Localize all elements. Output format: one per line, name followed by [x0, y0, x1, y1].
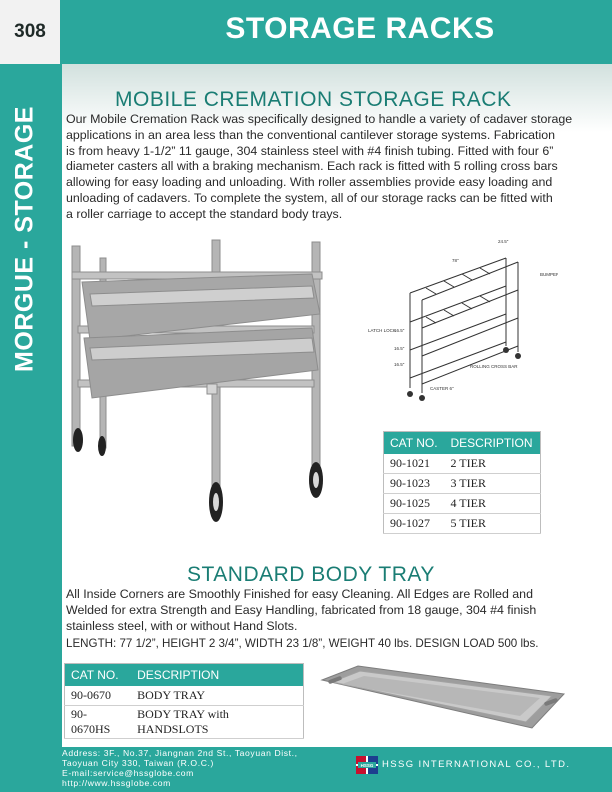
rack-line: diameter casters all with a braking mechanism. Each rack is fitted with 5 rolling cross bars [66, 159, 558, 174]
diagram-caster: CASTER 6" [430, 386, 454, 391]
tray-line: Welded for extra Strength and Easy Handling, fabricated from 18 gauge, 304 #4 finish [66, 602, 537, 617]
table-cell: 4 TIER [445, 494, 541, 514]
rack-line: applications in an area less than the conventional cantilever storage systems. Fabrication [66, 127, 556, 142]
table-row [65, 706, 304, 739]
address-line: Taoyuan City 330, Taiwan (R.O.C.) [62, 758, 214, 768]
diagram-dim-top: 24.5" [498, 239, 509, 244]
company-logo [356, 756, 378, 774]
rack-line: unloading of cadavers. To complete the system, all of our storage racks can be fitted with [66, 190, 553, 205]
page-number-box [0, 0, 60, 64]
diagram-bumper: BUMPER [540, 272, 558, 277]
table-header: CAT NO. [384, 432, 445, 455]
email-line: E-mail:service@hssglobe.com [62, 768, 194, 778]
table-cell: 90-0670 [65, 686, 132, 706]
sidebar-label-wrap [0, 64, 50, 414]
table-header: DESCRIPTION [445, 432, 541, 455]
diagram-latch-lock: LATCH LOCK [368, 328, 396, 333]
table-cell: BODY TRAY [131, 686, 303, 706]
diagram-dim-2: 16.5" [394, 346, 405, 351]
table-cell: 2 TIER [445, 454, 541, 474]
table-cell: 5 TIER [445, 514, 541, 534]
table-row [384, 474, 541, 494]
diagram-length: 78" [452, 258, 459, 263]
diagram-dim-1: 16.5" [394, 328, 405, 333]
website-line: http://www.hssglobe.com [62, 778, 171, 788]
tray-line: All Inside Corners are Smoothly Finished for easy Cleaning. All Edges are Rolled and [66, 587, 533, 601]
table-row [384, 454, 541, 474]
rack-line: Our Mobile Cremation Rack was specifically designed to handle a variety of cadaver storage [66, 112, 573, 126]
table-cell: 90-0670HS [65, 706, 132, 739]
tray-line: stainless steel, with or without Hand Slots. [66, 618, 298, 633]
rack-diagram-drawing [366, 228, 558, 408]
table-cell: BODY TRAY with HANDSLOTS [131, 706, 303, 739]
page-number: 308 [14, 21, 46, 42]
rack-photo [62, 232, 352, 530]
table-header: DESCRIPTION [131, 664, 303, 687]
rack-catalog-table [383, 431, 541, 534]
company-name: HSSG INTERNATIONAL CO., LTD. [382, 759, 571, 770]
table-cell: 3 TIER [445, 474, 541, 494]
table-header-row [384, 432, 541, 455]
table-row [65, 686, 304, 706]
rack-line: is from heavy 1-1/2” 11 gauge, 304 stainless steel with #4 finish tubing. Fitted with four 6” [66, 143, 554, 158]
tray-heading: STANDARD BODY TRAY [187, 563, 435, 586]
table-cell: 90-1023 [384, 474, 445, 494]
sidebar-label: MORGUE - STORAGE [10, 106, 39, 372]
rack-diagram [366, 228, 558, 408]
tray-catalog-table [64, 663, 304, 739]
page-title: STORAGE RACKS [225, 12, 495, 45]
table-cell: 90-1021 [384, 454, 445, 474]
rack-description [66, 112, 606, 223]
footer-address [62, 748, 298, 788]
tray-photo [318, 660, 568, 732]
table-header-row [65, 664, 304, 687]
rack-heading: MOBILE CREMATION STORAGE RACK [115, 88, 512, 111]
tray-description [66, 587, 606, 634]
address-line: Address: 3F., No.37, Jiangnan 2nd St., Taoyuan Dist., [62, 748, 298, 758]
table-header: CAT NO. [65, 664, 132, 687]
rack-line: allowing for easy loading and unloading. With roller assemblies provide easy loading and [66, 175, 553, 190]
diagram-rolling-bar: ROLLING CROSS BAR [470, 364, 518, 369]
tray-specs: LENGTH: 77 1/2”, HEIGHT 2 3/4”, WIDTH 23 1/8”, WEIGHT 40 lbs. DESIGN LOAD 500 lbs. [66, 637, 539, 650]
rack-line: a roller carriage to accept the standard body trays. [66, 206, 343, 221]
table-cell: 90-1027 [384, 514, 445, 534]
diagram-dim-3: 16.5" [394, 362, 405, 367]
table-row [384, 494, 541, 514]
table-row [384, 514, 541, 534]
table-cell: 90-1025 [384, 494, 445, 514]
logo-text: HSSG [360, 763, 374, 768]
